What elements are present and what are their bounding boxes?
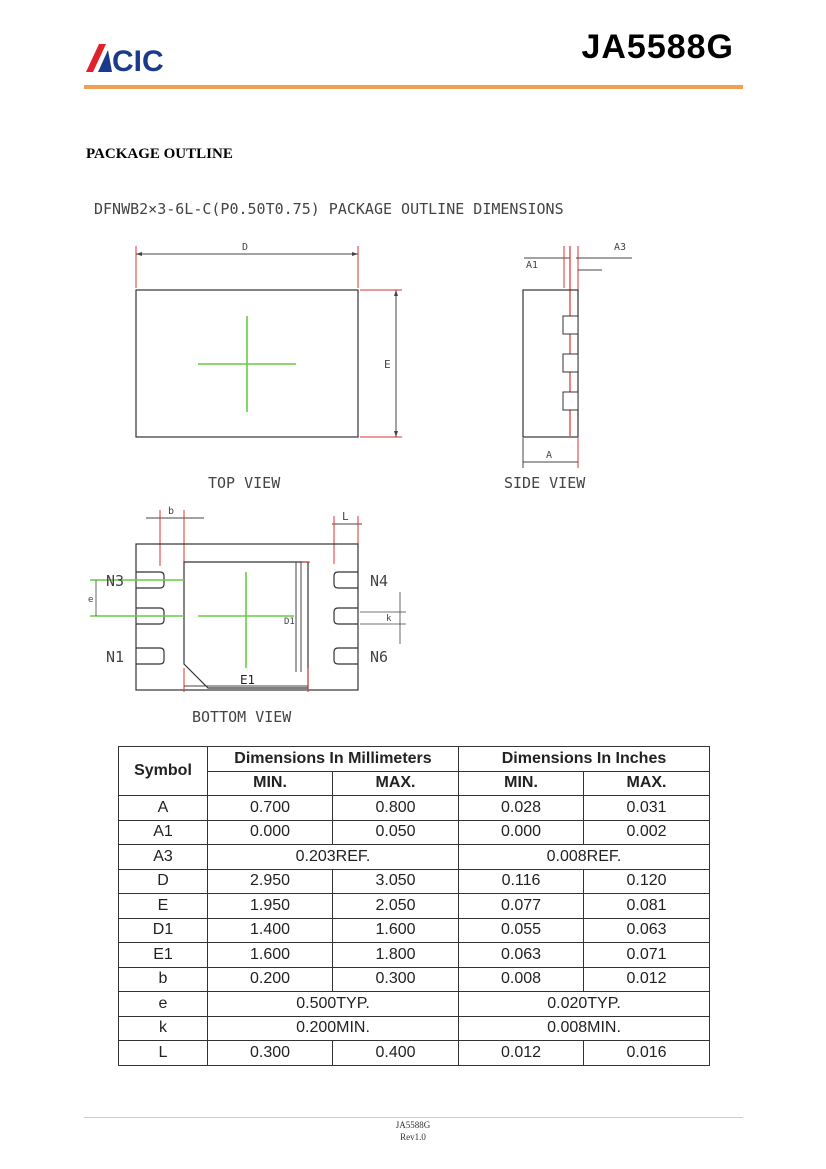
document-title: JA5588G — [581, 28, 734, 66]
mm-max-cell: 0.400 — [333, 1041, 459, 1066]
mm-min-cell: 0.700 — [208, 796, 333, 821]
in-min-cell: 0.000 — [459, 820, 584, 845]
in-span-cell: 0.020TYP. — [459, 992, 710, 1017]
dim-b-label: b — [168, 506, 175, 517]
in-max-cell: 0.063 — [584, 918, 710, 943]
dimensions-table — [118, 746, 710, 1066]
side-view-label: SIDE VIEW — [504, 474, 586, 492]
in-min-cell: 0.012 — [459, 1041, 584, 1066]
mm-min-cell: 0.300 — [208, 1041, 333, 1066]
symbol-header: Symbol — [119, 747, 208, 796]
in-max-cell: 0.002 — [584, 820, 710, 845]
table-row — [119, 894, 710, 919]
pin-n3-label: N3 — [106, 572, 125, 590]
symbol-cell: L — [119, 1041, 208, 1066]
side-view — [504, 242, 632, 492]
dim-a3-label: A3 — [614, 242, 627, 253]
table-row — [119, 869, 710, 894]
mm-span-cell: 0.200MIN. — [208, 1016, 459, 1041]
mm-min-cell: 1.600 — [208, 943, 333, 968]
in-min-cell: 0.077 — [459, 894, 584, 919]
inches-header: Dimensions In Inches — [459, 747, 710, 772]
table-subheader-row — [119, 771, 710, 796]
in-min-cell: 0.008 — [459, 967, 584, 992]
in-span-cell: 0.008MIN. — [459, 1016, 710, 1041]
mm-min-cell: 1.950 — [208, 894, 333, 919]
in-min-cell: 0.116 — [459, 869, 584, 894]
in-span-cell: 0.008REF. — [459, 845, 710, 870]
dim-e-label: E — [384, 358, 391, 371]
mm-span-cell: 0.500TYP. — [208, 992, 459, 1017]
table-row — [119, 1016, 710, 1041]
symbol-cell: e — [119, 992, 208, 1017]
in-max-cell: 0.071 — [584, 943, 710, 968]
dim-a1-label: A1 — [526, 260, 539, 271]
pin-n1-label: N1 — [106, 648, 125, 666]
symbol-cell: D — [119, 869, 208, 894]
in-max-cell: 0.031 — [584, 796, 710, 821]
acic-logo — [86, 40, 196, 74]
symbol-cell: E1 — [119, 943, 208, 968]
package-outline-drawing — [80, 188, 680, 738]
bottom-view-label: BOTTOM VIEW — [192, 708, 292, 726]
in-max-cell: 0.120 — [584, 869, 710, 894]
footer-rule — [84, 1117, 743, 1118]
table-row — [119, 796, 710, 821]
top-view — [136, 242, 402, 492]
mm-max-cell: 0.300 — [333, 967, 459, 992]
mm-max-cell: 2.050 — [333, 894, 459, 919]
footer-revision: Rev1.0 — [400, 1132, 426, 1142]
table-row — [119, 820, 710, 845]
in-min-cell: 0.063 — [459, 943, 584, 968]
in-min-cell: 0.028 — [459, 796, 584, 821]
top-view-label: TOP VIEW — [208, 474, 281, 492]
symbol-cell: E — [119, 894, 208, 919]
section-heading: PACKAGE OUTLINE — [86, 146, 233, 162]
dim-e1-label: E1 — [240, 673, 256, 687]
in-max-cell: 0.081 — [584, 894, 710, 919]
symbol-cell: A3 — [119, 845, 208, 870]
mm-max-cell: 3.050 — [333, 869, 459, 894]
footer-doc-name: JA5588G — [395, 1120, 431, 1130]
in-max-cell: 0.016 — [584, 1041, 710, 1066]
dim-l-label: L — [342, 510, 349, 523]
dim-k-label: k — [386, 614, 392, 624]
logo-text: CIC — [112, 45, 164, 74]
table-header-row — [119, 747, 710, 772]
in-min-cell: 0.055 — [459, 918, 584, 943]
table-row — [119, 845, 710, 870]
symbol-cell: A — [119, 796, 208, 821]
mm-min-cell: 0.000 — [208, 820, 333, 845]
pin-n4-label: N4 — [370, 572, 389, 590]
millimeters-header: Dimensions In Millimeters — [208, 747, 459, 772]
dim-a-label: A — [546, 450, 553, 461]
mm-span-cell: 0.203REF. — [208, 845, 459, 870]
dim-d1-label: D1 — [284, 617, 295, 627]
in-max-header: MAX. — [584, 771, 710, 796]
dim-d-label: D — [242, 242, 249, 253]
in-min-header: MIN. — [459, 771, 584, 796]
table-row — [119, 918, 710, 943]
symbol-cell: D1 — [119, 918, 208, 943]
symbol-cell: A1 — [119, 820, 208, 845]
symbol-cell: b — [119, 967, 208, 992]
mm-max-cell: 1.600 — [333, 918, 459, 943]
mm-min-cell: 2.950 — [208, 869, 333, 894]
dim-e-pitch-label: e — [88, 595, 94, 605]
bottom-view — [88, 506, 406, 726]
in-max-cell: 0.012 — [584, 967, 710, 992]
table-row — [119, 967, 710, 992]
mm-min-cell: 1.400 — [208, 918, 333, 943]
table-row — [119, 1041, 710, 1066]
mm-max-cell: 0.800 — [333, 796, 459, 821]
symbol-cell: k — [119, 1016, 208, 1041]
mm-min-header: MIN. — [208, 771, 333, 796]
mm-max-cell: 0.050 — [333, 820, 459, 845]
pin-n6-label: N6 — [370, 648, 389, 666]
table-row — [119, 943, 710, 968]
mm-max-header: MAX. — [333, 771, 459, 796]
mm-min-cell: 0.200 — [208, 967, 333, 992]
bottom-view-body — [136, 544, 358, 690]
mm-max-cell: 1.800 — [333, 943, 459, 968]
header-rule — [84, 85, 743, 89]
drawing-caption: DFNWB2×3-6L-C(P0.50T0.75) PACKAGE OUTLINE DIMENSIONS — [94, 200, 564, 218]
table-row — [119, 992, 710, 1017]
